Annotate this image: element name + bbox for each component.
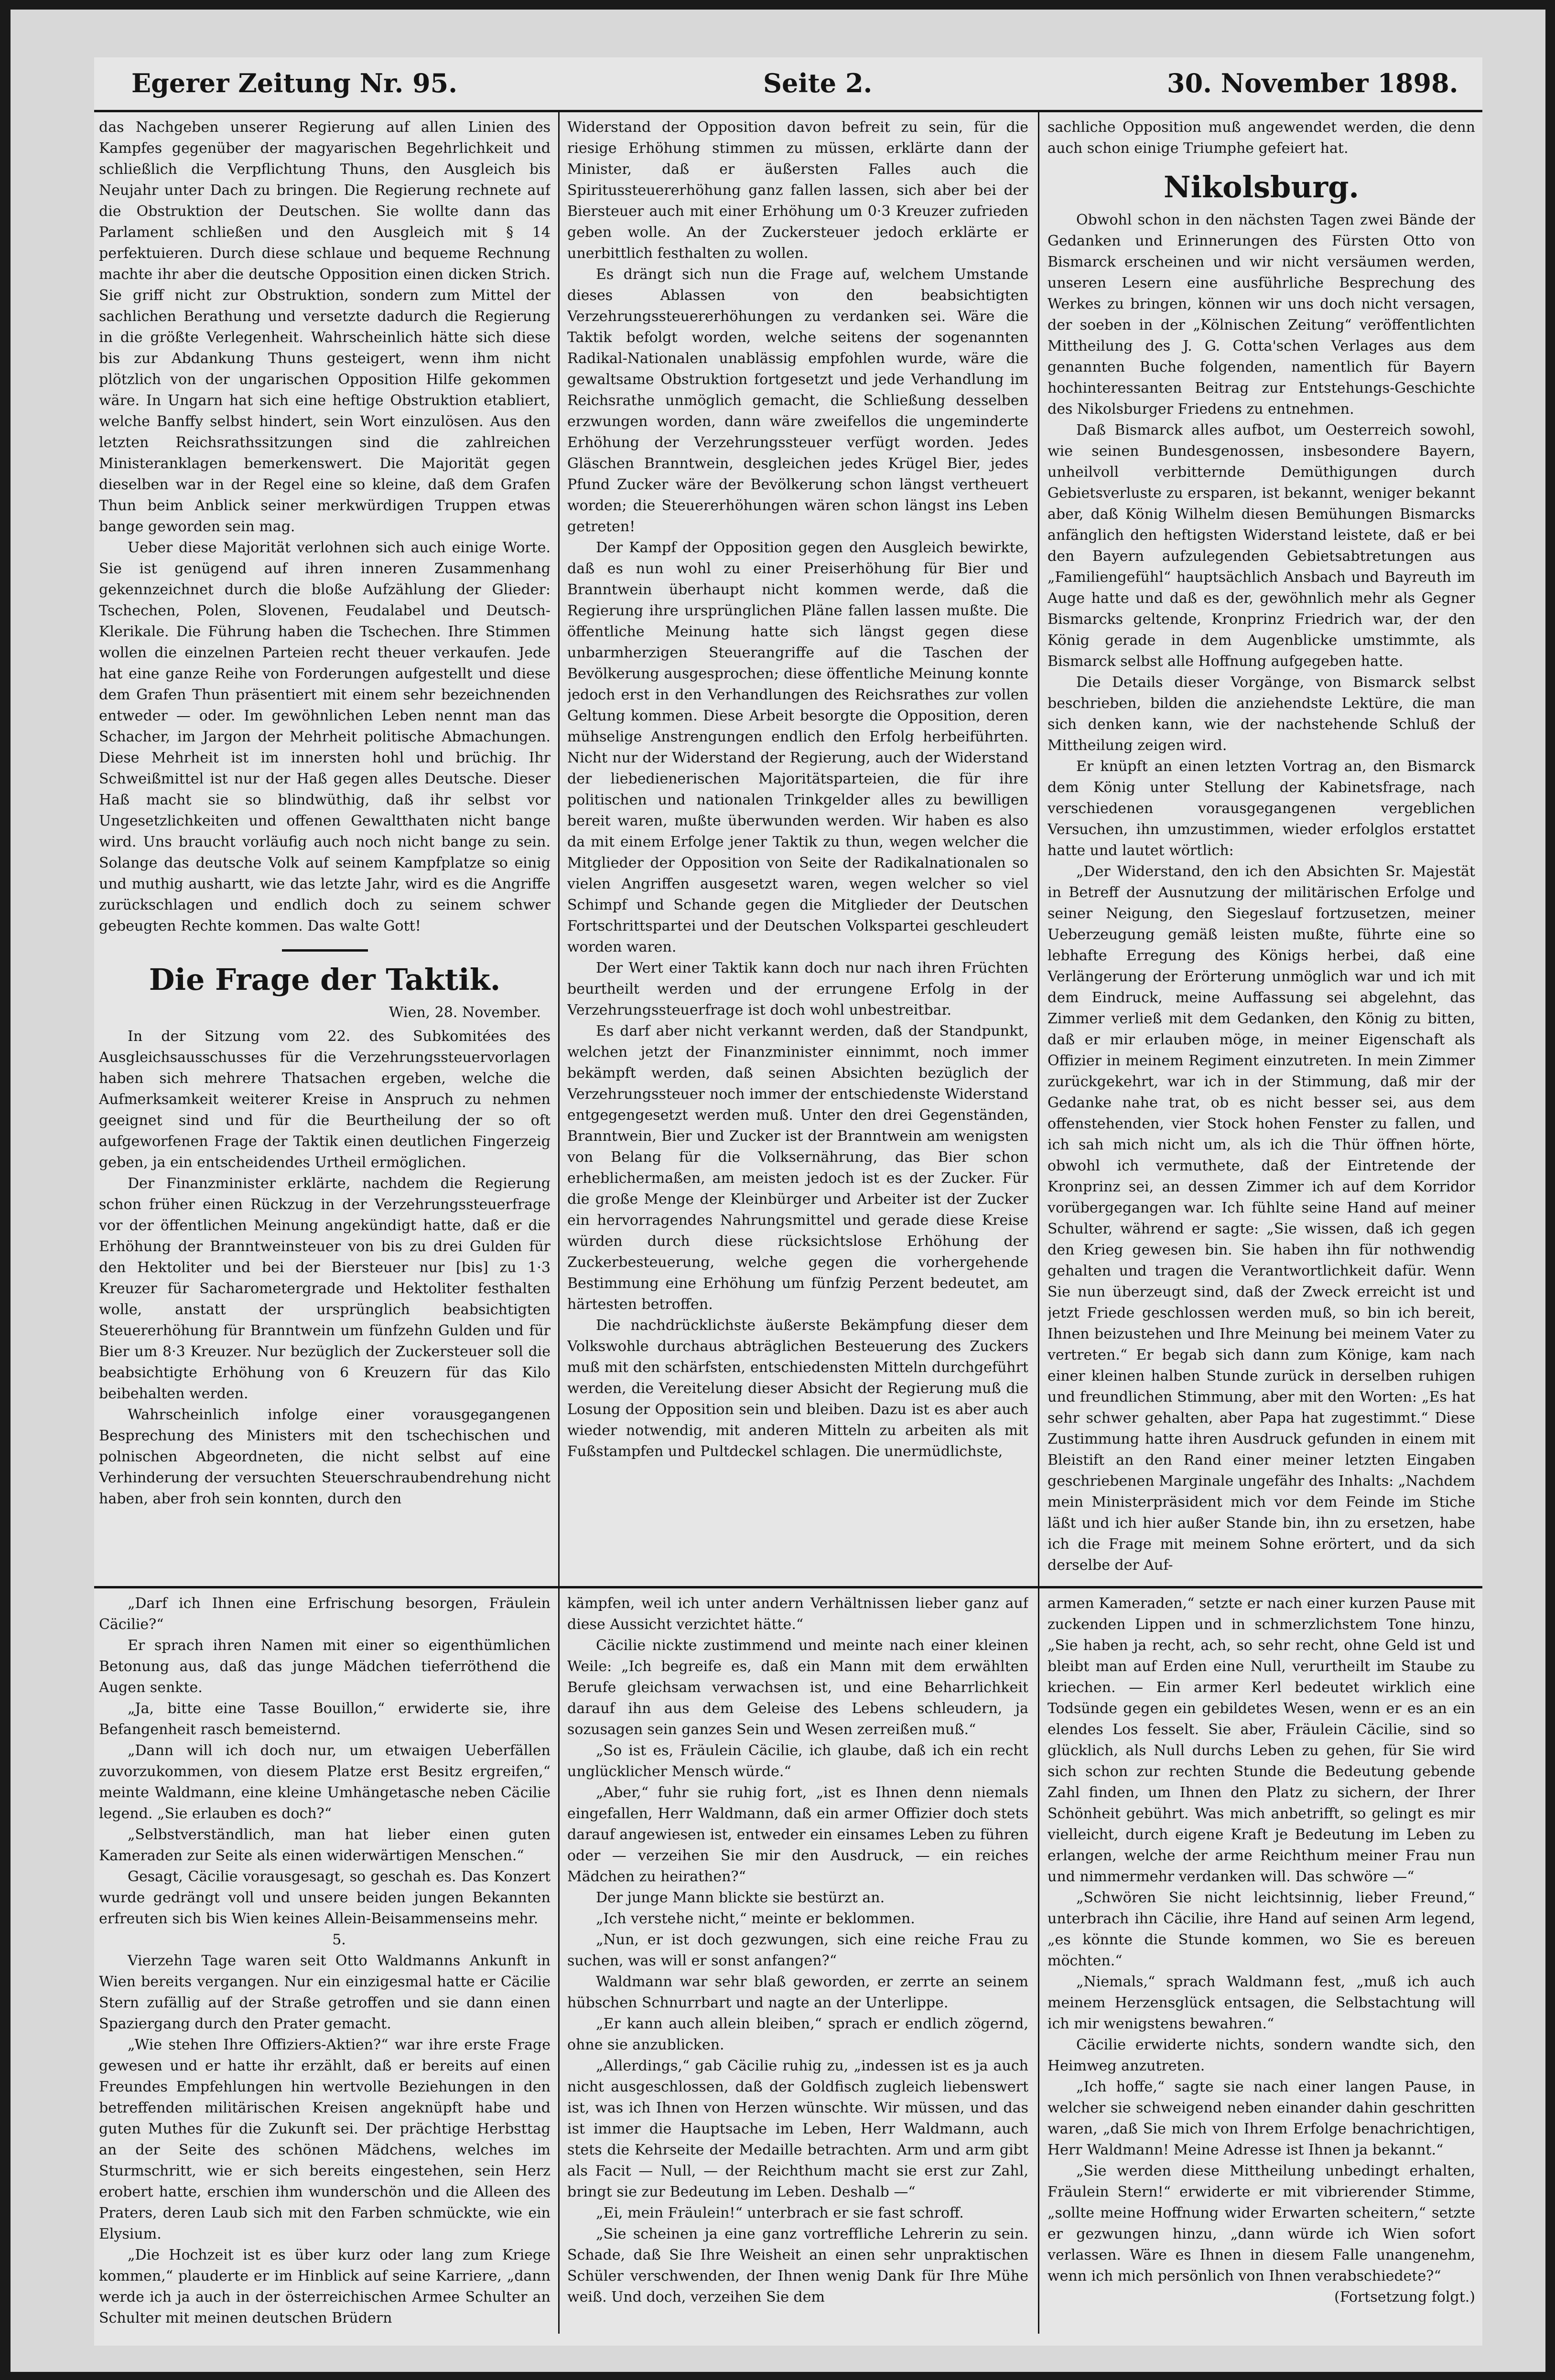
paragraph: Es darf aber nicht verkannt werden, daß der Standpunkt, welchen jetzt der Finanzminister einnimmt, noch immer bekämpft werden, daß seinen Absichten bezüglich der Verzehrungssteuer noch immer der entschiedenste Widerstand entgegengesetzt werden muß. Unter den drei Gegenständen, Branntwein, Bier und Zucker ist der Branntwein am wenigsten von Belang für die Volksernährung, das Bier schon erheblichermaßen, am meisten jedoch ist es der Zucker. Für die große Menge der Kleinbürger und Arbeiter ist der Zucker ein hervorragendes Nahrungsmittel und gerade diese Kreise würden durch diese rücksichtslose Erhöhung der Zuckerbesteuerung, welche gegen die vorhergehende Bestimmung eine Erhöhung um fünfzig Perzent bedeutet, am härtesten betroffen. — [567, 1023, 1028, 1313]
paragraph: Der junge Mann blickte sie bestürzt an. — [596, 1889, 885, 1906]
paragraph: „Nun, er ist doch gezwungen, sich eine reiche Frau zu suchen, was will er sonst anfangen?“ — [567, 1931, 1028, 1969]
paragraph: „Allerdings,“ gab Cäcilie ruhig zu, „indessen ist es ja auch nicht ausgeschlossen, daß der Goldfisch zugleich liebenswert ist, was ich Ihnen von Herzen wünschte. Wir müssen, und das ist immer die Hauptsache im Leben, Herr Waldmann, auch stets die Kehrseite der Medaille betrachten. Arm und arm gibt als Facit — Null, — der Reichthum macht sie erst zur Zahl, bringt sie zur Bedeutung im Leben. Deshalb —“ — [567, 2058, 1028, 2200]
paragraph: Er knüpft an einen letzten Vortrag an, den Bismarck dem König unter Stellung der Kabinetsfrage, nach verschiedenen vorausgegangenen vergeblichen Versuchen, ihn umzustimmen, wieder erfolglos erstattet hatte und lautet wörtlich: — [1047, 758, 1475, 859]
paragraph: Die Details dieser Vorgänge, von Bismarck selbst beschrieben, bilden die anziehendste Lektüre, die man sich denken kann, wie der nachstehende Schluß der Mittheilung zeigen wird. — [1047, 674, 1475, 754]
paragraph: „Dann will ich doch nur, um etwaigen Ueberfällen zuvorzukommen, von diesem Platze erst Besitz ergreifen,“ meinte Waldmann, eine kleine Umhängetasche neben Cäcilie legend. „Sie erlauben es doch?“ — [99, 1742, 551, 1822]
masthead-title: Egerer Zeitung Nr. 95. — [131, 68, 458, 98]
paragraph: armen Kameraden,“ setzte er nach einer kurzen Pause mit zuckenden Lippen und in schmerzlichstem Tone hinzu, „Sie haben ja recht, ach, so sehr recht, ohne Geld ist und bleibt man auf Erden eine Null, verurtheilt im Staube zu kriechen. — Ein armer Kerl bedeutet wirklich eine Todsünde gegen ein gebildetes Wesen, wenn er es an ein elendes Los fesselt. Sie aber, Fräulein Cäcilie, sind so glücklich, als Null durchs Leben zu gehen, für Sie wird sich schon zur rechten Stunde die Bedeutung gebende Zahl finden, um Ihnen den Platz zu sichern, der Ihrer Schönheit gebührt. Was mich anbetrifft, so gelingt es mir vielleicht, durch eigene Kraft je Bedeutung im Leben zu erlangen, welche der arme Reichthum meiner Frau nun und nimmermehr verdanken will. Das schwöre —“ — [1047, 1595, 1475, 1885]
paragraph: Der Wert einer Taktik kann doch nur nach ihren Früchten beurtheilt werden und der errungene Erfolg in der Verzehrungssteuerfrage ist doch wohl unbestreitbar. — [567, 960, 1028, 1018]
paragraph: „Selbstverständlich, man hat lieber einen guten Kameraden zur Seite als einen widerwärtigen Menschen.“ — [99, 1826, 551, 1864]
feuilleton-column-1 — [99, 1593, 551, 2338]
paragraph: „Wie stehen Ihre Offiziers-Aktien?“ war ihre erste Frage gewesen und er hatte ihr erzählt, daß er bereits auf einen Freundes Empfehlungen hin wertvolle Beziehungen in den betreffenden militärischen Kreisen angeknüpft habe und guten Muthes für die Zukunft sei. Der prächtige Herbsttag an der Seite des schönen Mädchens, welches im Sturmschritt, wie er sich bereits eingestehen, sein Herz erobert hatte, erschien ihm wunderschön und die Alleen des Praters, deren Laub sich mit den Farben schmückte, wie ein Elysium. — [99, 2037, 551, 2242]
paragraph: „Niemals,“ sprach Waldmann fest, „muß ich auch meinem Herzensglück entsagen, die Selbstachtung will ich mir wenigstens bewahren.“ — [1047, 1973, 1475, 2032]
feuilleton-divider-1 — [558, 1588, 560, 2334]
column-divider-2 — [1038, 112, 1039, 1586]
paragraph: Waldmann war sehr blaß geworden, er zerrte an seinem hübschen Schnurrbart und nagte an der Unterlippe. — [567, 1973, 1028, 2011]
page-number: Seite 2. — [763, 68, 873, 98]
paragraph: Widerstand der Opposition davon befreit zu sein, für die riesige Erhöhung stimmen zu müssen, erklärte dann der Minister, daß er äußersten Falles auch die Spiritussteuererhöhung ganz fallen lassen, sich aber bei der Biersteuer auch mit einer Erhöhung um 0·3 Kreuzer zufrieden geben wolle. An der Zuckersteuer jedoch erklärte er unerbittlich festhalten zu wollen. — [567, 119, 1028, 262]
article-title-taktik: Die Frage der Taktik. — [149, 962, 501, 997]
paragraph: „Ei, mein Fräulein!“ unterbrach er sie fast schroff. — [596, 2205, 964, 2221]
short-rule — [282, 949, 368, 952]
feuilleton-rule — [94, 1586, 1482, 1588]
header-rule — [94, 110, 1482, 112]
paragraph: „Ich hoffe,“ sagte sie nach einer langen Pause, in welcher sie schweigend neben einander dahin geschritten waren, „daß Sie mich von Ihrem Erfolge benachrichtigen, Herr Waldmann! Meine Adresse ist Ihnen ja bekannt.“ — [1047, 2079, 1475, 2158]
paragraph: Wahrscheinlich infolge einer vorausgegangenen Besprechung des Ministers mit den tschechischen und polnischen Abgeordneten, die nicht selbst auf eine Verhinderung der versuchten Steuerschraubendrehung nicht haben, aber froh sein konnten, durch den — [99, 1406, 551, 1507]
continuation-note: (Fortsetzung folgt.) — [1334, 2289, 1475, 2305]
column-2 — [567, 117, 1028, 1581]
paragraph: kämpfen, weil ich unter andern Verhältnissen lieber ganz auf diese Aussicht verzichtet hätte.“ — [567, 1595, 1028, 1633]
newspaper-page — [94, 57, 1482, 2346]
column-3 — [1047, 117, 1475, 1581]
paragraph: Der Finanzminister erklärte, nachdem die Regierung schon früher einen Rückzug in der Verzehrungssteuerfrage vor der öffentlichen Meinung angekündigt hatte, daß er die Erhöhung der Branntweinsteuer von bis zu drei Gulden für den Hektoliter und bei der Biersteuer nur [bis] zu 1·3 Kreuzer für Sacharometergrade und Hektoliter festhalten wolle, anstatt der ursprünglich beabsichtigten Steuererhöhung für Branntwein um fünfzehn Gulden und für Bier um 8·3 Kreuzer. Nur bezüglich der Zuckersteuer soll die beabsichtigte Erhöhung von 6 Kreuzern für das Kilo beibehalten werden. — [99, 1175, 551, 1402]
dateline: Wien, 28. November. — [389, 1004, 541, 1021]
paragraph: „Ja, bitte eine Tasse Bouillon,“ erwiderte sie, ihre Befangenheit rasch bemeisternd. — [99, 1700, 551, 1738]
paragraph: „Schwören Sie nicht leichtsinnig, lieber Freund,“ unterbrach ihn Cäcilie, ihre Hand auf seinen Arm legend, „es könnte die Stunde kommen, wo Sie es bereuen möchten.“ — [1047, 1889, 1475, 1969]
feuilleton-divider-2 — [1038, 1588, 1039, 2334]
paragraph: „Ich verstehe nicht,“ meinte er beklommen. — [596, 1910, 915, 1927]
paragraph: „Sie scheinen ja eine ganz vortreffliche Lehrerin zu sein. Schade, daß Sie Ihre Weisheit an einen sehr unpraktischen Schüler verschwenden, der Ihnen wenig Dank für Ihre Mühe weiß. Und doch, verzeihen Sie dem — [567, 2226, 1028, 2305]
paragraph: Die nachdrücklichste äußerste Bekämpfung dieser dem Volkswohle durchaus abträglichen Besteuerung des Zuckers muß mit den schärfsten, entschiedensten Mitteln durchgeführt werden, die Vereitelung dieser Absicht der Regierung muß die Losung der Opposition sein und bleiben. Dazu ist es aber auch wieder notwendig, mit anderen Mitteln zu arbeiten als mit Fußstampfen und Pultdeckel schlagen. Die unermüdlichste, — [567, 1317, 1028, 1460]
paragraph: „Aber,“ fuhr sie ruhig fort, „ist es Ihnen denn niemals eingefallen, Herr Waldmann, daß ein armer Offizier doch stets darauf angewiesen ist, entweder ein einsames Leben zu führen oder — verzeihen Sie mir den Ausdruck, — ein reiches Mädchen zu heirathen?“ — [567, 1784, 1028, 1885]
column-1 — [99, 117, 551, 1581]
paragraph: „Er kann auch allein bleiben,“ sprach er endlich zögernd, ohne sie anzublicken. — [567, 2015, 1028, 2053]
article-title-nikolsburg: Nikolsburg. — [1163, 170, 1360, 204]
paragraph: „Die Hochzeit ist es über kurz oder lang zum Kriege kommen,“ plauderte er im Hinblick auf seine Karriere, „dann werde ich ja auch in der österreichischen Armee Schulter an Schulter mit meinen deutschen Brüdern — [99, 2247, 551, 2326]
paragraph: Es drängt sich nun die Frage auf, welchem Umstande dieses Ablassen von den beabsichtigten Verzehrungssteuererhöhungen zu verdanken sei. Wäre die Taktik befolgt worden, welche seitens der sogenannten Radikal-Nationalen unablässig empfohlen wurde, wäre die gewaltsame Obstruktion fortgesetzt und jede Verhandlung im Reichsrathe unmöglich gemacht, die Schließung desselben erzwungen worden, dann wäre zweifellos die ungeminderte Erhöhung der Verzehrungssteuer verfügt worden. Jedes Gläschen Branntwein, desgleichen jedes Krügel Bier, jedes Pfund Zucker wäre der Bevölkerung schon längst vertheuert worden; die Steuererhöhungen wären schon längst ins Leben getreten! — [567, 266, 1028, 535]
paragraph: Gesagt, Cäcilie vorausgesagt, so geschah es. Das Konzert wurde gedrängt voll und unsere beiden jungen Bekannten erfreuten sich bis Wien keines Allein-Beisammenseins mehr. — [99, 1868, 551, 1927]
feuilleton-column-3 — [1047, 1593, 1475, 2338]
paragraph: Ueber diese Majorität verlohnen sich auch einige Worte. Sie ist genügend auf ihren inneren Zusammenhang gekennzeichnet durch die bloße Aufzählung der Glieder: Tschechen, Polen, Slovenen, Feudalabel und Deutsch-Klerikale. Die Führung haben die Tschechen. Ihre Stimmen wollen die einzelnen Parteien recht theuer verkaufen. Jede hat eine ganze Reihe von Forderungen aufgestellt und diese dem Grafen Thun präsentiert mit einem sehr bezeichnenden entweder — oder. Im gewöhnlichen Leben nennt man das Schacher, im Jargon der Mehrheit politische Abmachungen. Diese Mehrheit ist im innersten hohl und brüchig. Ihr Schweißmittel ist nur der Haß gegen alles Deutsche. Dieser Haß macht sie so blindwüthig, daß ihr selbst vor Ungesetzlichkeiten und offenen Gewaltthaten nicht bange wird. Uns braucht vorläufig auch noch nicht bange zu sein. Solange das deutsche Volk auf seinem Kampfplatze so einig und muthig aushartt, wie das letzte Jahr, wird es die Angriffe zurückschlagen und endlich doch zu seinem schwer gebeugten Rechte kommen. Das walte Gott! — [99, 539, 551, 934]
paragraph: Obwohl schon in den nächsten Tagen zwei Bände der Gedanken und Erinnerungen des Fürsten Otto von Bismarck erscheinen und wir nicht versäumen werden, unseren Lesern eine ausführliche Besprechung des Werkes zu bringen, können wir uns doch nicht versagen, der soeben in der „Kölnischen Zeitung“ veröffentlichten Mittheilung des J. G. Cotta'schen Verlages aus dem genannten Buche folgenden, namentlich für Bayern hochinteressanten Beitrag zur Entstehungs-Geschichte des Nikolsburger Friedens zu entnehmen. — [1047, 212, 1475, 418]
paragraph: Er sprach ihren Namen mit einer so eigenthümlichen Betonung aus, daß das junge Mädchen tieferröthend die Augen senkte. — [99, 1637, 551, 1696]
paragraph: „Darf ich Ihnen eine Erfrischung besorgen, Fräulein Cäcilie?“ — [99, 1595, 551, 1633]
paragraph: In der Sitzung vom 22. des Subkomitées des Ausgleichsausschusses für die Verzehrungssteuervorlagen haben sich mehrere Thatsachen ergeben, welche die Aufmerksamkeit weiterer Kreise in Anspruch zu nehmen geeignet sind und für die Beurtheilung der so oft aufgeworfenen Frage der Taktik einen deutlichen Fingerzeig geben, ja ein entscheidendes Urtheil ermöglichen. — [99, 1028, 551, 1171]
paragraph: „Der Widerstand, den ich den Absichten Sr. Majestät in Betreff der Ausnutzung der militärischen Erfolge und seiner Neigung, den Siegeslauf fortzusetzen, meiner Ueberzeugung gemäß leisten mußte, führte eine so lebhafte Erregung des Königs herbei, daß eine Verlängerung der Erörterung unmöglich war und ich mit dem Eindruck, meine Auffassung sei abgelehnt, das Zimmer verließ mit dem Gedanken, den König zu bitten, daß er mir erlauben möge, in meiner Eigenschaft als Offizier in meinem Regiment einzutreten. In mein Zimmer zurückgekehrt, war ich in der Stimmung, daß mir der Gedanke nahe trat, ob es nicht besser sei, aus dem offenstehenden, vier Stock hohen Fenster zu fallen, und ich sah mich nicht um, als ich die Thür öffnen hörte, obwohl ich vermuthete, daß der Eintretende der Kronprinz sei, an dessen Zimmer ich auf dem Korridor vorübergegangen war. Ich fühlte seine Hand auf meiner Schulter, während er sagte: „Sie wissen, daß ich gegen den Krieg gewesen bin. Sie haben ihn für nothwendig gehalten und tragen die Verantwortlichkeit dafür. Wenn Sie nun überzeugt sind, daß der Zweck erreicht ist und jetzt Friede geschlossen werden muß, so bin ich bereit, Ihnen beizustehen und Ihre Meinung bei meinem Vater zu vertreten.“ Er begab sich dann zum Könige, kam nach einer kleinen halben Stunde zurück in derselben ruhigen und freundlichen Stimmung, aber mit den Worten: „Es hat sehr schwer gehalten, aber Papa hat zugestimmt.“ Diese Zustimmung hatte ihren Ausdruck gefunden in einem mit Bleistift an den Rand einer meiner letzten Eingaben geschriebenen Marginale ungefähr des Inhalts: „Nachdem mein Ministerpräsident mich vor dem Feinde im Stiche läßt und ich hier außer Stande bin, ihn zu ersetzen, habe ich die Frage mit meinem Sohne erörtert, und da sich derselbe der Auf- — [1047, 863, 1475, 1574]
issue-date: 30. November 1898. — [1167, 68, 1458, 98]
paragraph: Cäcilie erwiderte nichts, sondern wandte sich, den Heimweg anzutreten. — [1047, 2037, 1475, 2074]
paragraph: sachliche Opposition muß angewendet werden, die denn auch schon einige Triumphe gefeiert hat. — [1047, 119, 1475, 157]
scanned-sheet — [11, 10, 1545, 2372]
paragraph: „So ist es, Fräulein Cäcilie, ich glaube, daß ich ein recht unglücklicher Mensch würde.“ — [567, 1742, 1028, 1780]
paragraph: das Nachgeben unserer Regierung auf allen Linien des Kampfes gegenüber der magyarischen Begehrlichkeit und schließlich die Verpflichtung Thuns, den Ausgleich bis Neujahr unter Dach zu bringen. Die Regierung rechnete auf die Obstruktion der Deutschen. Sie wollte dann das Parlament schließen und den Ausgleich mit § 14 perfektuieren. Durch diese schlaue und bequeme Rechnung machte ihr aber die deutsche Opposition einen dicken Strich. Sie griff nicht zur Obstruktion, sondern zum Mittel der sachlichen Berathung und versetzte dadurch die Regierung in die größte Verlegenheit. Wahrscheinlich hätte sich diese bis zur Abdankung Thuns gesteigert, wenn ihm nicht plötzlich von der ungarischen Opposition Hilfe gekommen wäre. In Ungarn hat sich eine heftige Obstruktion etabliert, welche Banffy selbst hindert, sein Wort einzulösen. Aus den letzten Reichsrathssitzungen sind die zahlreichen Ministeranklagen bemerkenswert. Die Majorität gegen dieselben war in der Regel eine so kleine, daß dem Grafen Thun beim Anblick seiner merkwürdigen Truppen etwas bange geworden sein mag. — [99, 119, 551, 535]
column-divider-1 — [558, 112, 560, 1586]
paragraph: Cäcilie nickte zustimmend und meinte nach einer kleinen Weile: „Ich begreife es, daß ein Mann mit dem erwählten Berufe gleichsam verwachsen ist, und eine Beharrlichkeit darauf ihn aus dem Geleise des Lebens schleudern, ja sozusagen sein ganzes Sein und Wesen zerreißen muß.“ — [567, 1637, 1028, 1738]
paragraph: „Sie werden diese Mittheilung unbedingt erhalten, Fräulein Stern!“ erwiderte er mit vibrierender Stimme, „sollte meine Hoffnung wider Erwarten scheitern,“ setzte er gezwungen hinzu, „dann würde ich Wien sofort verlassen. Wäre es Ihnen in diesem Falle unangenehm, wenn ich mich persönlich von Ihnen verabschiedete?“ — [1047, 2163, 1475, 2284]
paragraph: Der Kampf der Opposition gegen den Ausgleich bewirkte, daß es nun wohl zu einer Preiserhöhung für Bier und Branntwein überhaupt nicht kommen werde, daß die Regierung ihre ursprünglichen Pläne fallen lassen mußte. Die öffentliche Meinung hatte sich längst gegen diese unbarmherzigen Steuerangriffe auf die Taschen der Bevölkerung ausgesprochen; diese öffentliche Meinung konnte jedoch erst in den Verhandlungen des Reichsrathes zur vollen Geltung kommen. Diese Arbeit besorgte die Opposition, deren mühselige Anstrengungen endlich den Erfolg herbeiführten. Nicht nur der Widerstand der Regierung, auch der Widerstand der liebedienerischen Majoritätsparteien, die für ihre politischen und nationalen Trinkgelder alles zu bewilligen bereit waren, mußte überwunden werden. Wir haben es also da mit einem Erfolge jener Taktik zu thun, wegen welcher die Mitglieder der Opposition von Seite der Radikalnationalen so vielen Angriffen ausgesetzt waren, wegen welcher so viel Schimpf und Schande gegen die Mitglieder der Deutschen Fortschrittspartei und der Deutschen Volkspartei geschleudert worden waren. — [567, 539, 1028, 955]
paragraph: Daß Bismarck alles aufbot, um Oesterreich sowohl, wie seinen Bundesgenossen, insbesondere Bayern, unheilvoll verbitternde Demüthigungen durch Gebietsverluste zu ersparen, ist bekannt, weniger bekannt aber, daß König Wilhelm diesen Bemühungen Bismarcks anfänglich den heftigsten Widerstand leistete, daß er bei den Bayern aufzulegenden Gebietsabtretungen aus „Familiengefühl“ hauptsächlich Ansbach und Bayreuth im Auge hatte und daß es der, gewöhnlich mehr als Gegner Bismarcks geltende, Kronprinz Friedrich war, der den König gerade in dem Augenblicke umstimmte, als Bismarck selbst alle Hoffnung aufgegeben hatte. — [1047, 422, 1475, 670]
chapter-number: 5. — [332, 1931, 346, 1948]
paragraph: Vierzehn Tage waren seit Otto Waldmanns Ankunft in Wien bereits vergangen. Nur ein einzigesmal hatte er Cäcilie Stern zufällig auf der Straße getroffen und sie dann einen Spaziergang durch den Prater gemacht. — [99, 1952, 551, 2032]
feuilleton-column-2 — [567, 1593, 1028, 2338]
